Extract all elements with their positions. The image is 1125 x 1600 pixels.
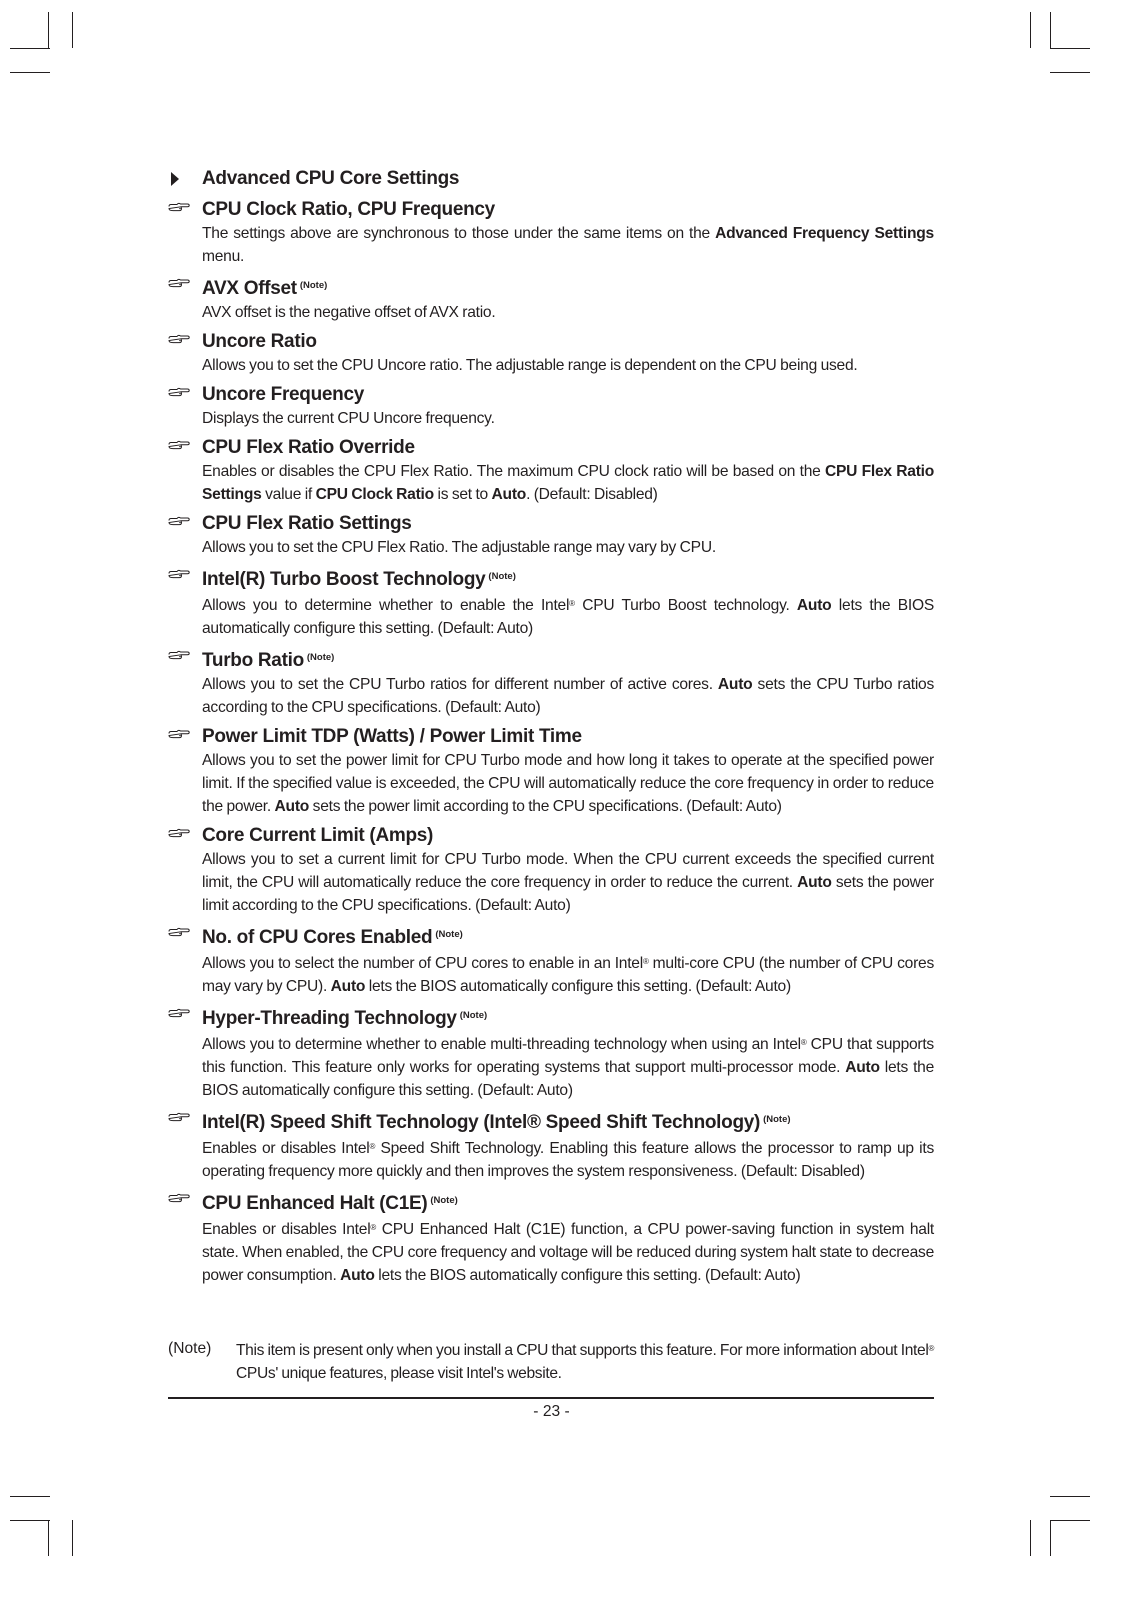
setting-item bbox=[168, 564, 934, 640]
setting-description: Allows you to set the CPU Flex Ratio. The adjustable range may vary by CPU. bbox=[202, 539, 716, 556]
setting-description: Allows you to select the number of CPU cores to enable in an Intel® multi-core CPU (the number of CPU cores may vary by CPU). Auto lets the BIOS automatically configure this setting. (Default: Auto) bbox=[202, 955, 934, 995]
crop-mark bbox=[10, 72, 50, 73]
section-heading bbox=[168, 168, 934, 190]
pointing-hand-icon bbox=[168, 827, 190, 839]
crop-mark bbox=[1030, 1520, 1031, 1556]
note-marker: (Note) bbox=[488, 571, 516, 582]
setting-item bbox=[168, 435, 934, 506]
triangle-bullet-icon bbox=[171, 172, 179, 186]
note-marker: (Note) bbox=[763, 1114, 791, 1125]
setting-description: Enables or disables Intel® Speed Shift Technology. Enabling this feature allows the processor to ramp up its operating frequency more quickly and then improves the system responsiveness. (Default: Disabled) bbox=[202, 1140, 934, 1180]
pointing-hand-icon bbox=[168, 201, 190, 213]
pointing-hand-icon bbox=[168, 439, 190, 451]
pointing-hand-icon bbox=[168, 386, 190, 398]
pointing-hand-icon bbox=[168, 333, 190, 345]
settings-list bbox=[168, 197, 934, 1287]
setting-item bbox=[168, 724, 934, 818]
note-marker: (Note) bbox=[459, 1010, 488, 1021]
crop-mark bbox=[10, 1496, 50, 1497]
manual-content bbox=[168, 168, 934, 1292]
setting-title: Uncore Frequency bbox=[202, 384, 365, 405]
setting-description: Allows you to determine whether to enable multi-threading technology when using an Intel® CPU that supports this function. This feature only works for operating systems that support multi-processor mode. Auto lets the BIOS automatically configure this setting. (Default: Auto) bbox=[202, 1036, 935, 1099]
crop-mark bbox=[1050, 12, 1051, 48]
setting-title: Intel(R) Turbo Boost Technology $^{(Note)}$ bbox=[202, 569, 516, 590]
note-marker: (Note) bbox=[299, 280, 328, 291]
footnote-text: This item is present only when you install a CPU that supports this feature. For more information about Intel® CPUs' unique features, please visit Intel's website. bbox=[236, 1342, 934, 1382]
setting-item bbox=[168, 823, 934, 917]
crop-mark bbox=[1050, 48, 1090, 49]
crop-mark bbox=[48, 12, 49, 48]
setting-title: Power Limit TDP (Watts) / Power Limit Time bbox=[202, 726, 582, 747]
setting-title: Turbo Ratio $^{(Note)}$ bbox=[202, 650, 335, 671]
setting-title: Uncore Ratio bbox=[202, 331, 317, 352]
setting-item bbox=[168, 382, 934, 430]
crop-mark bbox=[72, 12, 73, 48]
crop-mark bbox=[10, 1520, 50, 1521]
pointing-hand-icon bbox=[168, 1192, 190, 1204]
pointing-hand-icon bbox=[168, 649, 190, 661]
crop-mark bbox=[1050, 1496, 1090, 1497]
setting-item bbox=[168, 273, 934, 324]
section-title: Advanced CPU Core Settings bbox=[202, 168, 460, 189]
setting-description: Allows you to determine whether to enable the Intel® CPU Turbo Boost technology. Auto lets the BIOS automatically configure this setting. (Default: Auto) bbox=[202, 597, 934, 637]
crop-mark bbox=[1050, 72, 1090, 73]
setting-description: Allows you to set the CPU Turbo ratios for different number of active cores. Auto sets the CPU Turbo ratios according to the CPU specifications. (Default: Auto) bbox=[202, 676, 935, 716]
setting-description: Allows you to set the CPU Uncore ratio. The adjustable range is dependent on the CPU being used. bbox=[202, 357, 858, 374]
pointing-hand-icon bbox=[168, 1007, 190, 1019]
note-marker: (Note) bbox=[430, 1195, 458, 1206]
pointing-hand-icon bbox=[168, 277, 190, 289]
setting-description: Enables or disables the CPU Flex Ratio. The maximum CPU clock ratio will be based on the CPU Flex Ratio Settings value if CPU Clock Ratio is set to Auto. (Default: Disabled) bbox=[202, 463, 934, 503]
setting-item bbox=[168, 511, 934, 559]
crop-mark bbox=[1050, 1520, 1051, 1556]
pointing-hand-icon bbox=[168, 568, 190, 580]
crop-mark bbox=[1050, 1520, 1090, 1521]
note-marker: (Note) bbox=[306, 652, 335, 663]
setting-description: Enables or disables Intel® CPU Enhanced Halt (C1E) function, a CPU power-saving function in system halt state. When enabled, the CPU core frequency and voltage will be reduced during system halt state to decrease power consumption. Auto lets the BIOS automatically configure this setting. (Default: Auto) bbox=[202, 1221, 934, 1284]
setting-item bbox=[168, 329, 934, 377]
setting-item bbox=[168, 1003, 934, 1102]
setting-item bbox=[168, 922, 934, 998]
setting-title: CPU Enhanced Halt (C1E) $^{(Note)}$ bbox=[202, 1193, 458, 1214]
setting-description: Allows you to set the power limit for CPU Turbo mode and how long it takes to operate at the specified power limit. If the specified value is exceeded, the CPU will automatically reduce the core frequency in order to reduce the power. Auto sets the power limit according to the CPU specifications. (Default: Auto) bbox=[202, 752, 934, 815]
crop-mark bbox=[72, 1520, 73, 1556]
setting-title: CPU Flex Ratio Settings bbox=[202, 513, 412, 534]
setting-description: Displays the current CPU Uncore frequency. bbox=[202, 410, 495, 427]
setting-item bbox=[168, 645, 934, 719]
setting-title: No. of CPU Cores Enabled $^{(Note)}$ bbox=[202, 927, 463, 948]
footer-rule bbox=[168, 1397, 934, 1399]
note-marker: (Note) bbox=[435, 929, 463, 940]
setting-item bbox=[168, 1188, 934, 1287]
setting-item bbox=[168, 197, 934, 268]
pointing-hand-icon bbox=[168, 728, 190, 740]
setting-description: The settings above are synchronous to those under the same items on the Advanced Frequency Settings menu. bbox=[202, 225, 934, 265]
pointing-hand-icon bbox=[168, 926, 190, 938]
setting-title: Hyper-Threading Technology $^{(Note)}$ bbox=[202, 1008, 488, 1029]
setting-title: CPU Clock Ratio, CPU Frequency bbox=[202, 199, 495, 220]
setting-title: Core Current Limit (Amps) bbox=[202, 825, 434, 846]
footnote-label: (Note) bbox=[168, 1340, 212, 1357]
crop-mark bbox=[10, 48, 50, 49]
pointing-hand-icon bbox=[168, 1111, 190, 1123]
setting-title: Intel(R) Speed Shift Technology (Intel® Speed Shift Technology) $^{(Note)}$ bbox=[202, 1112, 791, 1133]
crop-mark bbox=[1030, 12, 1031, 48]
setting-description: AVX offset is the negative offset of AVX ratio. bbox=[202, 304, 496, 321]
setting-description: Allows you to set a current limit for CPU Turbo mode. When the CPU current exceeds the specified current limit, the CPU will automatically reduce the core frequency in order to reduce the current. Auto sets the power limit according to the CPU specifications. (Default: Auto) bbox=[202, 851, 934, 914]
setting-title: AVX Offset $^{(Note)}$ bbox=[202, 278, 328, 299]
pointing-hand-icon bbox=[168, 515, 190, 527]
crop-mark bbox=[48, 1520, 49, 1556]
setting-title: CPU Flex Ratio Override bbox=[202, 437, 415, 458]
page-number: - 23 - bbox=[533, 1403, 570, 1420]
setting-item bbox=[168, 1107, 934, 1183]
footnote bbox=[168, 1337, 934, 1385]
